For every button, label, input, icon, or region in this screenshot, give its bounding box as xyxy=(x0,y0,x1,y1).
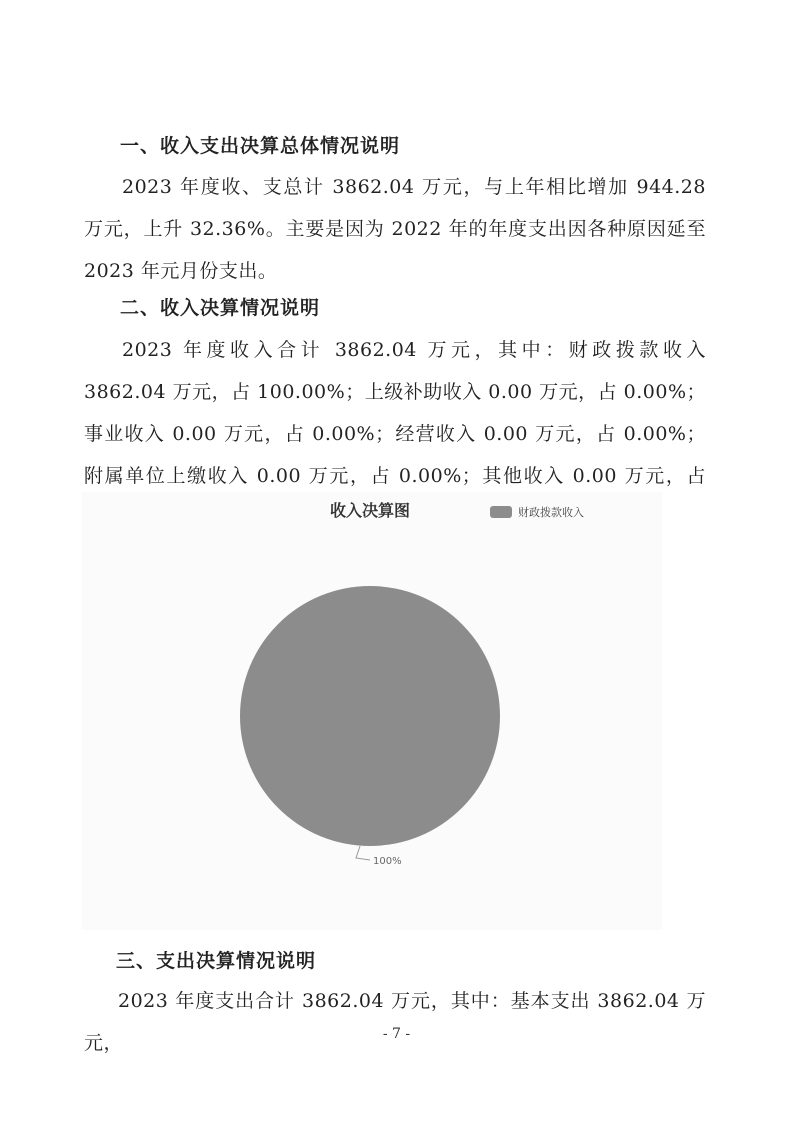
legend-label: 财政拨款收入 xyxy=(518,506,584,519)
pie-chart-svg xyxy=(82,492,662,930)
page-number: - 7 - xyxy=(382,1026,411,1042)
section-2-heading: 二、收入决算情况说明 xyxy=(120,297,321,319)
section-1-body: 2023 年度收、支总计 3862.04 万元，与上年相比增加 944.28 万元，上升 32.36%。主要是因为 2022 年的年度支出因各种原因延至 2023 年元月份支出。 xyxy=(84,176,706,282)
section-3-heading: 三、支出决算情况说明 xyxy=(116,950,317,972)
section-2-body: 2023 年度收入合计 3862.04 万元，其中：财政拨款收入 3862.04 万元，占 100.00%；上级补助收入 0.00 万元，占 0.00%；事业收入 0.00 万元，占 0.00%；经营收入 0.00 万元，占 0.00%；附属单位上缴收入 0.00 万元，占 0.00%；其他收入 0.00 万元，占 xyxy=(84,339,706,487)
income-pie-chart xyxy=(82,492,662,930)
data-label-leader xyxy=(356,846,370,860)
data-label: 100% xyxy=(373,856,402,867)
pie-slice xyxy=(240,586,500,846)
section-3-body: 2023 年度支出合计 3862.04 万元，其中：基本支出 3862.04 万元， xyxy=(84,990,706,1054)
section-1-heading: 一、收入支出决算总体情况说明 xyxy=(120,135,401,157)
chart-legend xyxy=(490,504,584,520)
chart-title: 收入决算图 xyxy=(330,501,411,520)
legend-swatch xyxy=(490,506,512,518)
